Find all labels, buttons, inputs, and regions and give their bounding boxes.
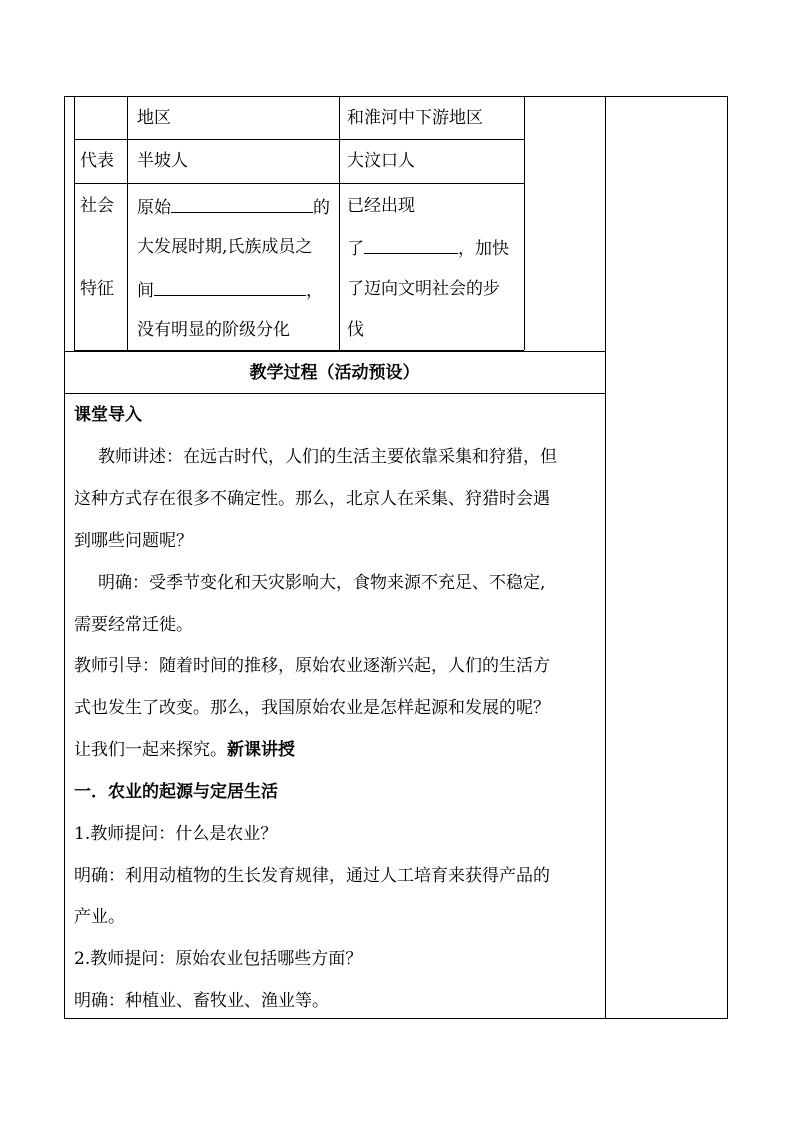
inner-table-rule xyxy=(74,96,75,350)
inner-table-rule xyxy=(339,96,340,350)
society-banpo-line4: 没有明显的阶级分化 xyxy=(137,320,290,340)
question-2: 2.教师提问：原始农业包括哪些方面？ xyxy=(74,949,363,969)
section-rule xyxy=(64,351,605,352)
paragraph-line: 式也发生了改变。那么，我国原始农业是怎样起源和发展的呢？ xyxy=(74,698,550,718)
society-banpo-line1: 原始 的 xyxy=(137,198,330,218)
paragraph-line: 让我们一起来探究。新课讲授 xyxy=(74,740,295,760)
answer-1-line2: 产业。 xyxy=(74,907,125,927)
row-label-features: 特征 xyxy=(80,279,114,299)
society-dawenkou-line3: 了迈向文明社会的步 xyxy=(347,279,500,299)
society-dawenkou-line2: 了 ，加快 xyxy=(347,239,509,259)
fill-blank xyxy=(171,196,313,213)
inner-table-rule xyxy=(524,96,525,350)
society-banpo-line2: 大发展时期,氏族成员之 xyxy=(137,237,313,257)
section-title: 教学过程（活动预设） xyxy=(249,363,420,383)
inner-table-rule xyxy=(74,139,524,140)
row-label-representative: 代表 xyxy=(80,151,114,171)
paragraph-line: 教师讲述：在远古时代，人们的生活主要依靠采集和狩猎，但 xyxy=(98,447,557,467)
row-label-society: 社会 xyxy=(80,196,114,216)
fill-blank xyxy=(364,237,458,254)
region-cell-banpo: 地区 xyxy=(137,108,171,128)
fill-blank xyxy=(154,279,306,296)
representative-dawenkou: 大汶口人 xyxy=(347,151,415,171)
answer-1-line1: 明确：利用动植物的生长发育规律，通过人工培育来获得产品的 xyxy=(74,866,550,886)
inner-table-rule xyxy=(127,96,128,350)
society-banpo-line3: 间 ， xyxy=(137,281,323,301)
paragraph-line: 需要经常迁徙。 xyxy=(74,615,193,635)
inner-table-rule xyxy=(74,183,524,184)
answer-2: 明确：种植业、畜牧业、渔业等。 xyxy=(74,991,329,1011)
society-dawenkou-line1: 已经出现 xyxy=(347,196,415,216)
intro-heading: 课堂导入 xyxy=(74,405,142,425)
paragraph-line: 教师引导：随着时间的推移，原始农业逐渐兴起，人们的生活方 xyxy=(74,656,550,676)
representative-banpo: 半坡人 xyxy=(137,151,188,171)
new-lesson-heading: 新课讲授 xyxy=(227,740,295,760)
section-heading-1: 一．农业的起源与定居生活 xyxy=(74,782,278,802)
society-dawenkou-line4: 伐 xyxy=(347,320,364,340)
paragraph-line: 明确：受季节变化和天灾影响大，食物来源不充足、不稳定, xyxy=(98,573,546,593)
paragraph-line: 这种方式存在很多不确定性。那么，北京人在采集、狩猎时会遇 xyxy=(74,489,550,509)
region-cell-dawenkou: 和淮河中下游地区 xyxy=(347,108,483,128)
notes-column-divider xyxy=(605,96,606,1019)
question-1: 1.教师提问：什么是农业？ xyxy=(74,824,278,844)
paragraph-line: 到哪些问题呢？ xyxy=(74,531,193,551)
section-rule xyxy=(64,393,605,394)
